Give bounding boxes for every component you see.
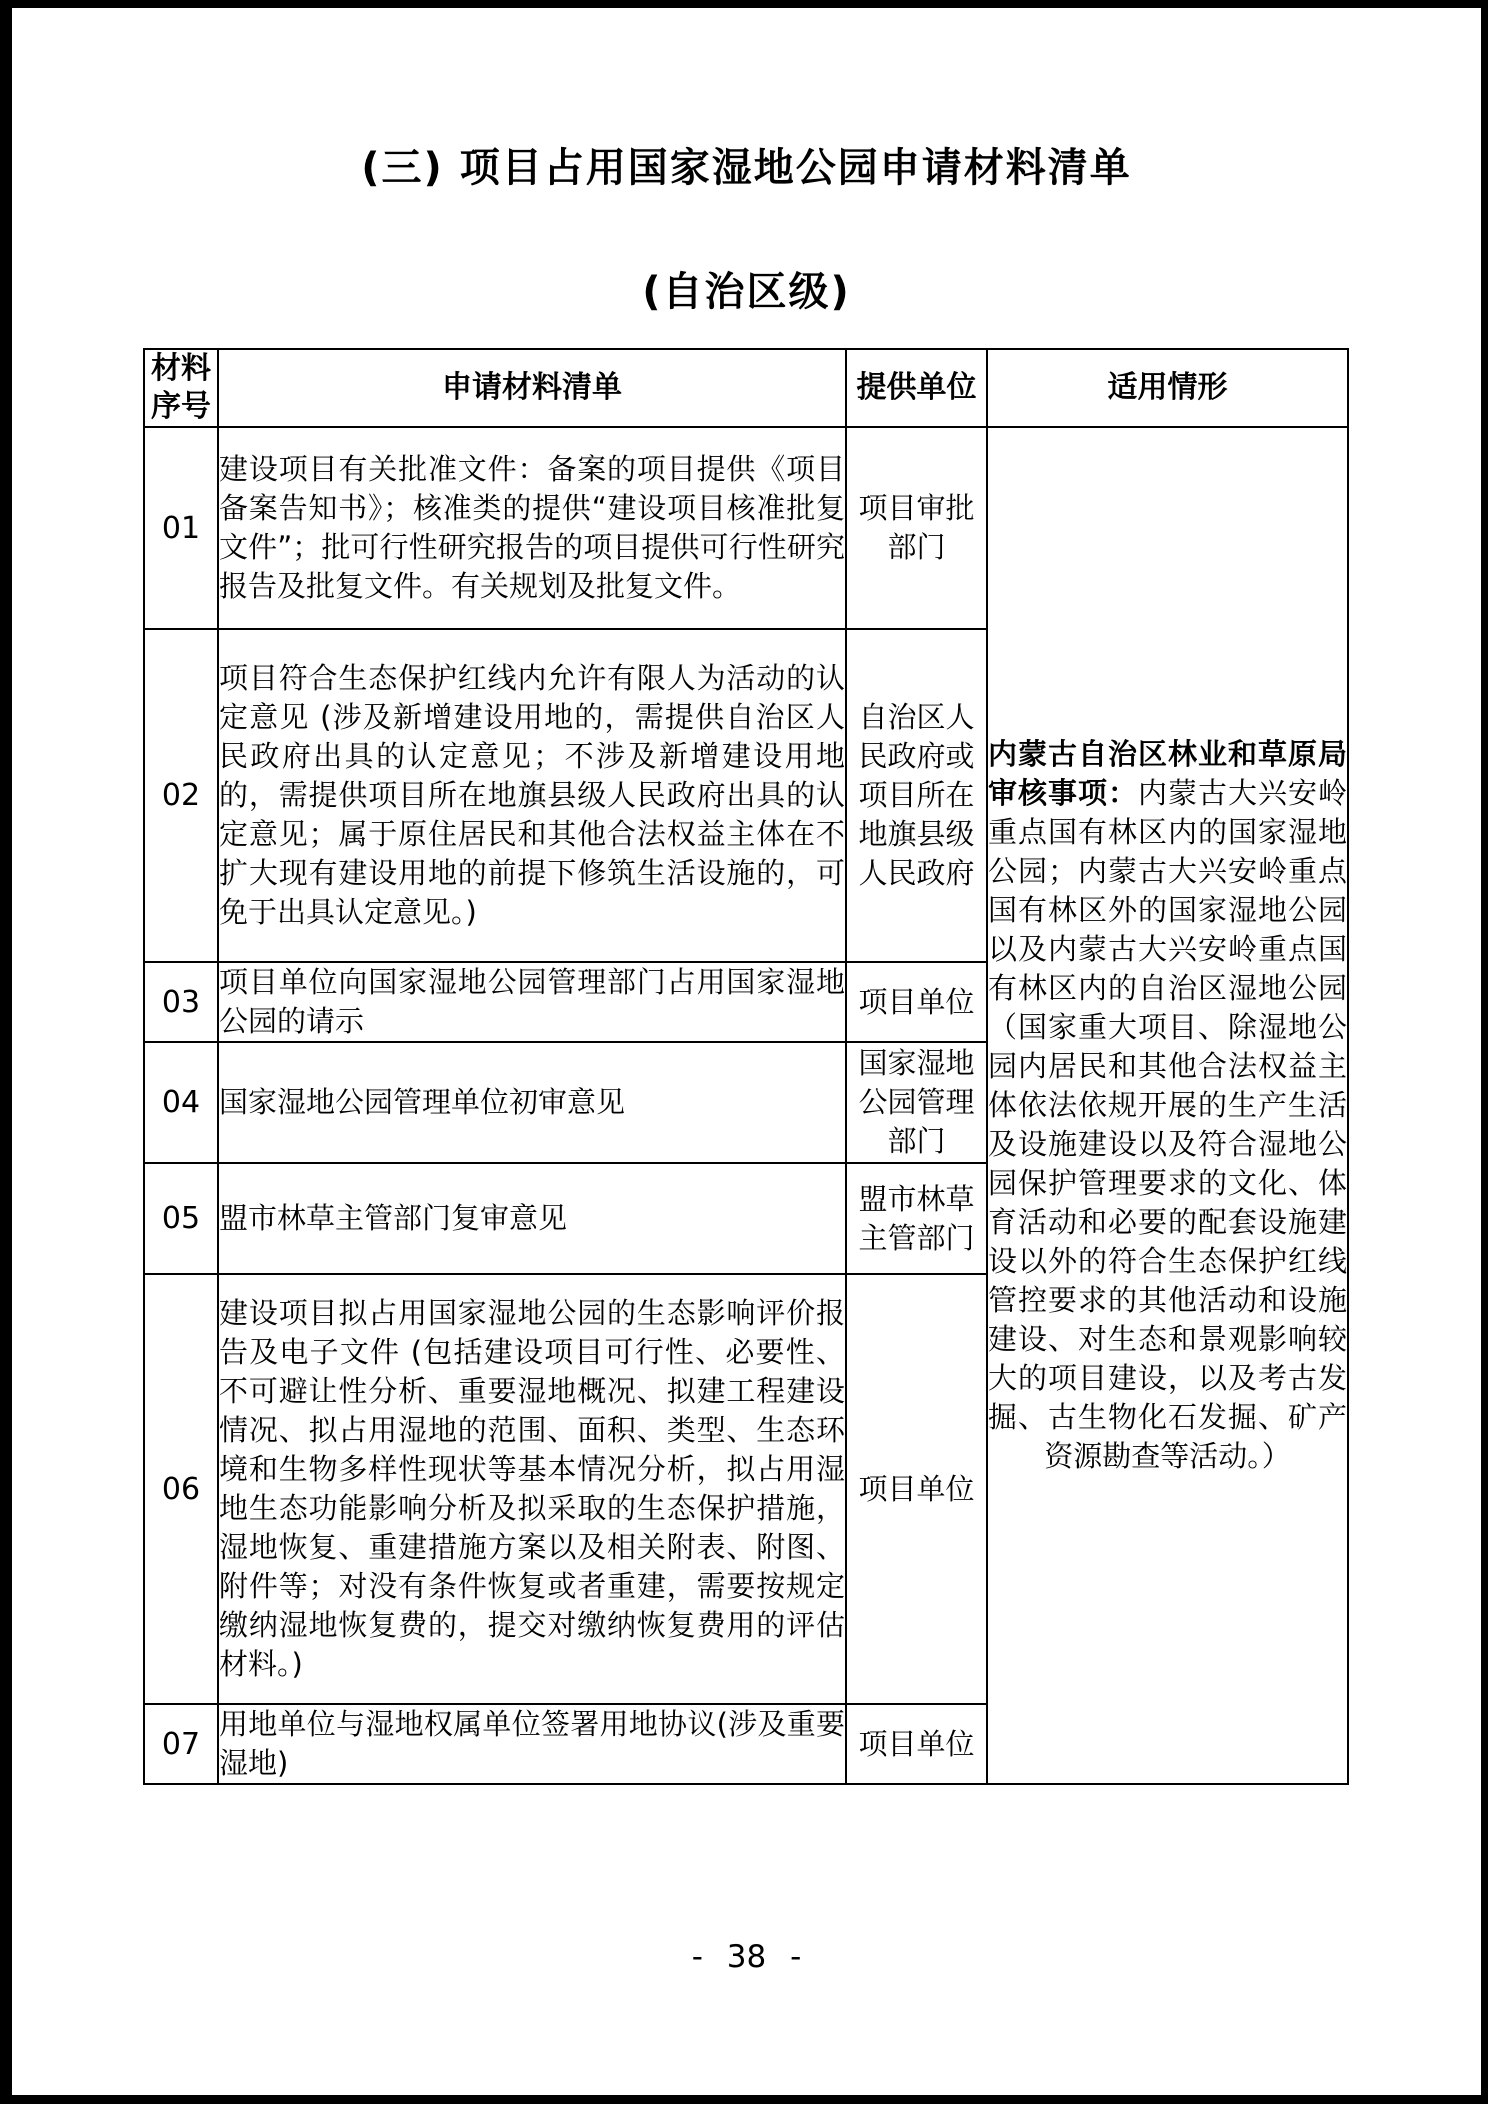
material-text: 项目符合生态保护红线内允许有限人为活动的认定意见 (涉及新增建设用地的，需提供自治区人民政府出具的认定意见；不涉及新增建设用地的，需提供项目所在地旗县级人民政府出具的认定意见；属于原住居民和其他合法权益主体在不扩大现有建设用地的前提下修筑生活设施的，可免于出具认定意见。) xyxy=(218,629,846,962)
provider-text: 项目单位 xyxy=(846,1704,987,1784)
material-no: 05 xyxy=(144,1163,218,1274)
material-text: 国家湿地公园管理单位初审意见 xyxy=(218,1042,846,1163)
material-no: 04 xyxy=(144,1042,218,1163)
provider-text: 自治区人民政府或项目所在地旗县级人民政府 xyxy=(846,629,987,962)
material-no: 06 xyxy=(144,1274,218,1704)
material-text: 项目单位向国家湿地公园管理部门占用国家湿地公园的请示 xyxy=(218,962,846,1042)
page-number: - 38 - xyxy=(691,1939,802,1975)
page-title: (三) 项目占用国家湿地公园申请材料清单 xyxy=(361,145,1132,191)
provider-text: 国家湿地公园管理部门 xyxy=(846,1042,987,1163)
table-row xyxy=(144,427,1348,629)
header-material-list: 申请材料清单 xyxy=(218,349,846,427)
header-material-no: 材料序号 xyxy=(144,349,218,427)
header-provider: 提供单位 xyxy=(846,349,987,427)
page-subtitle: (自治区级) xyxy=(642,269,851,315)
material-text: 用地单位与湿地权属单位签署用地协议(涉及重要湿地) xyxy=(218,1704,846,1784)
material-no: 01 xyxy=(144,427,218,629)
applicable-paragraph xyxy=(988,735,1347,1476)
material-no: 03 xyxy=(144,962,218,1042)
provider-text: 项目单位 xyxy=(846,962,987,1042)
material-text: 建设项目拟占用国家湿地公园的生态影响评价报告及电子文件 (包括建设项目可行性、必要性、不可避让性分析、重要湿地概况、拟建工程建设情况、拟占用湿地的范围、面积、类型、生态环境和生物多样性现状等基本情况分析，拟占用湿地生态功能影响分析及拟采取的生态保护措施，湿地恢复、重建措施方案以及相关附表、附图、附件等；对没有条件恢复或者重建，需要按规定缴纳湿地恢复费的，提交对缴纳恢复费用的评估材料。) xyxy=(218,1274,846,1704)
provider-text: 项目审批部门 xyxy=(846,427,987,629)
materials-table xyxy=(143,348,1349,1785)
table-header-row xyxy=(144,349,1348,427)
provider-text: 盟市林草主管部门 xyxy=(846,1163,987,1274)
header-applicable: 适用情形 xyxy=(987,349,1348,427)
material-no: 02 xyxy=(144,629,218,962)
material-text: 建设项目有关批准文件：备案的项目提供《项目备案告知书》；核准类的提供“建设项目核准批复文件”；批可行性研究报告的项目提供可行性研究报告及批复文件。有关规划及批复文件。 xyxy=(218,427,846,629)
material-no: 07 xyxy=(144,1704,218,1784)
applicable-text: 内蒙古大兴安岭重点国有林区内的国家湿地公园；内蒙古大兴安岭重点国有林区外的国家湿地公园以及内蒙古大兴安岭重点国有林区内的自治区湿地公园（国家重大项目、除湿地公园内居民和其他合法权益主体依法依规开展的生产生活及设施建设以及符合湿地公园保护管理要求的文化、体育活动和必要的配套设施建设以外的符合生态保护红线管控要求的其他活动和设施建设、对生态和景观影响较大的项目建设，以及考古发掘、古生物化石发掘、矿产资源勘查等活动。） xyxy=(988,776,1347,1473)
material-text: 盟市林草主管部门复审意见 xyxy=(218,1163,846,1274)
applicable-cell xyxy=(987,427,1348,1784)
applicable-bold-label: 内蒙古自治区林业和草原局审核事项： xyxy=(988,737,1347,810)
provider-text: 项目单位 xyxy=(846,1274,987,1704)
